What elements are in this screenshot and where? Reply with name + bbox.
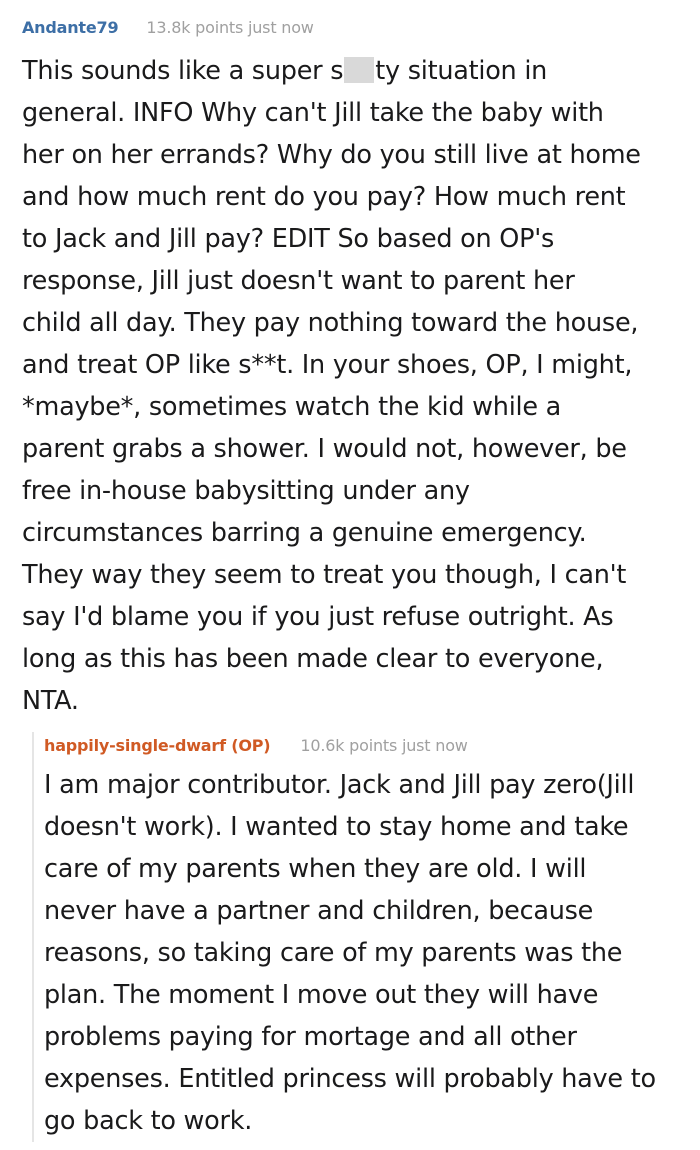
comment-line: NTA. bbox=[22, 686, 79, 716]
comment-line bbox=[22, 50, 697, 92]
comment-body bbox=[22, 50, 697, 722]
comment-line: *maybe*, sometimes watch the kid while a bbox=[22, 392, 562, 422]
comment-line: and how much rent do you pay? How much rent bbox=[22, 182, 626, 212]
comment-line: reasons, so taking care of my parents was the bbox=[44, 938, 623, 968]
comment-text-before-redaction: This sounds like a super s bbox=[22, 56, 344, 86]
comment-timestamp: just now bbox=[401, 736, 468, 755]
redaction-block bbox=[344, 57, 374, 83]
comment-line: her on her errands? Why do you still live at home bbox=[22, 140, 641, 170]
comment-body bbox=[44, 764, 700, 1142]
comment-line: go back to work. bbox=[44, 1106, 253, 1136]
comment-line: never have a partner and children, because bbox=[44, 896, 594, 926]
comment-meta bbox=[44, 736, 692, 760]
comment-line: say I'd blame you if you just refuse outright. As bbox=[22, 602, 614, 632]
comment-line: parent grabs a shower. I would not, however, be bbox=[22, 434, 627, 464]
comment-line: child all day. They pay nothing toward the house, bbox=[22, 308, 639, 338]
comment-line: to Jack and Jill pay? EDIT So based on OP's bbox=[22, 224, 555, 254]
comment-points: 10.6k points bbox=[300, 736, 398, 755]
comment-line: plan. The moment I move out they will have bbox=[44, 980, 599, 1010]
comment-line: They way they seem to treat you though, I can't bbox=[22, 560, 627, 590]
comment-reply bbox=[32, 736, 692, 1142]
comment-line: circumstances barring a genuine emergency. bbox=[22, 518, 587, 548]
comment-line: long as this has been made clear to everyone, bbox=[22, 644, 604, 674]
comment-line: general. INFO Why can't Jill take the baby with bbox=[22, 98, 604, 128]
comment-score-and-time bbox=[300, 736, 467, 755]
comment-line: free in-house babysitting under any bbox=[22, 476, 470, 506]
comment-line: and treat OP like s**t. In your shoes, OP, I might, bbox=[22, 350, 633, 380]
comment-line: care of my parents when they are old. I will bbox=[44, 854, 587, 884]
comment-line: expenses. Entitled princess will probably have to bbox=[44, 1064, 656, 1094]
comment-timestamp: just now bbox=[248, 18, 314, 37]
comment-line: response, Jill just doesn't want to parent her bbox=[22, 266, 575, 296]
comment-line: problems paying for mortage and all other bbox=[44, 1022, 577, 1052]
comment-score-and-time bbox=[146, 18, 313, 37]
comment-line: I am major contributor. Jack and Jill pay zero(Jill bbox=[44, 770, 635, 800]
comment-text-after-redaction: ty situation in bbox=[375, 56, 548, 86]
comment-line: doesn't work). I wanted to stay home and take bbox=[44, 812, 629, 842]
comment-points: 13.8k points bbox=[146, 18, 244, 37]
comment-author-link[interactable]: happily-single-dwarf (OP) bbox=[44, 736, 271, 755]
comment-author-link[interactable]: Andante79 bbox=[22, 18, 119, 37]
comment-top-level bbox=[22, 18, 692, 722]
comment-meta bbox=[22, 18, 692, 42]
